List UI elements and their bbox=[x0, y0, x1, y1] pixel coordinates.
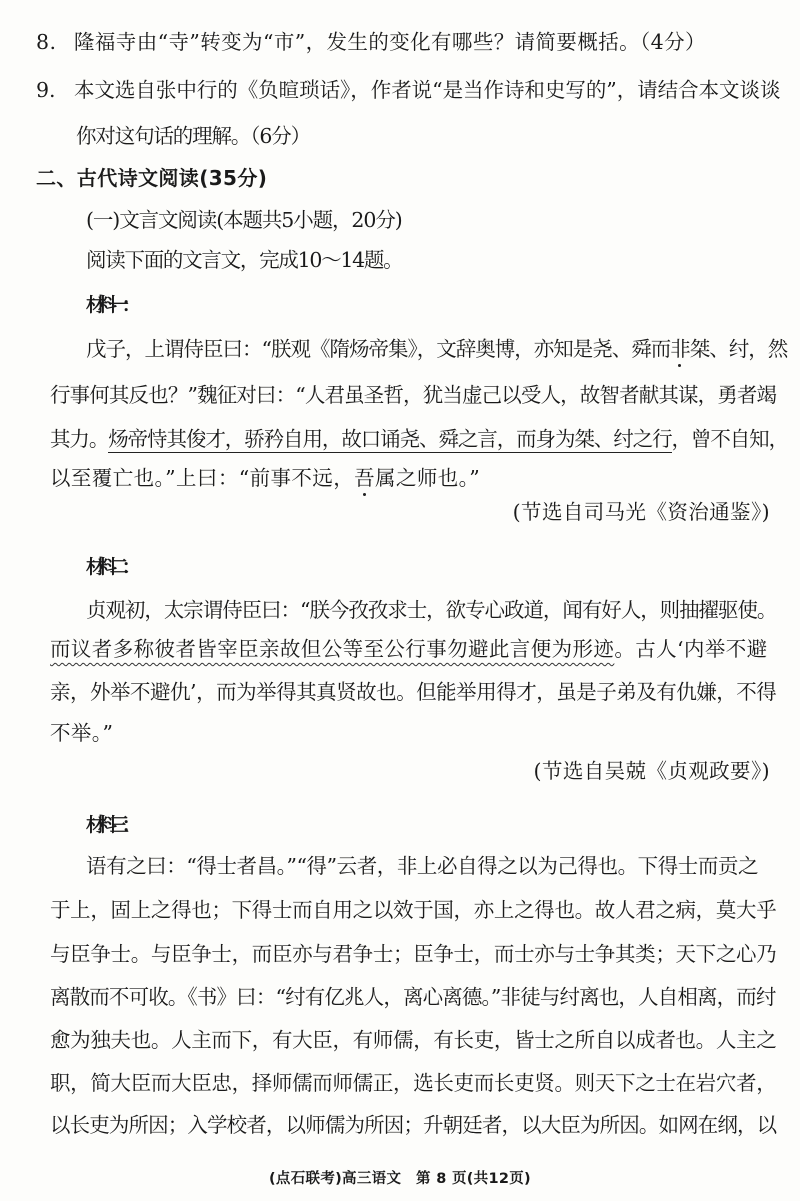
material-3-line: 以长吏为所因；入学校者，以师儒为所因；升朝廷者，以大臣为所因。如网在纲，以 bbox=[50, 1113, 777, 1137]
material-2-line: 不举。” bbox=[50, 721, 114, 745]
material-1-line: 其力。炀帝恃其俊才，骄矜自用，故口诵尧、舜之言，而身为桀、纣之行，曾不自知， bbox=[50, 427, 789, 451]
material-2-source: (节选自吴兢《贞观政要》) bbox=[533, 759, 770, 783]
question-number: 8. bbox=[36, 30, 57, 54]
material-1-source: (节选自司马光《资治通鉴》) bbox=[512, 500, 770, 524]
material-2-line: 贞观初，太宗谓侍臣曰：“朕今孜孜求士，欲专心政道，闻有好人，则抽擢驱使。 bbox=[86, 598, 777, 622]
material-1-line: 以至覆亡也。”上曰：“前事不远，吾属之师也。” bbox=[50, 466, 481, 490]
material-3-line: 愈为独夫也。人主而下，有大臣，有师儒，有长吏，皆士之所自以成者也。人主之 bbox=[50, 1028, 777, 1052]
underlined-sentence: 炀帝恃其俊才，骄矜自用，故口诵尧、舜之言，而身为桀、纣之行 bbox=[108, 427, 672, 451]
page-footer: (点石联考)高三语文 第 8 页(共12页) bbox=[269, 1171, 531, 1187]
emphasis-dot-char: 吾 bbox=[354, 466, 376, 490]
material-3-label: 材料三： bbox=[86, 814, 134, 836]
material-2-line: 而议者多称彼者皆宰臣亲故但公等至公行事勿避此言便为形迹。古人‘内举不避 bbox=[50, 637, 768, 661]
question-8 bbox=[36, 27, 756, 57]
question-text: 本文选自张中行的《负暄琐话》，作者说“是当作诗和史写的”，请结合本文谈谈 bbox=[74, 78, 781, 102]
subsection-heading: (一)文言文阅读(本题共5小题，20分) bbox=[86, 208, 402, 232]
question-text: 隆福寺由“寺”转变为“市”，发生的变化有哪些？请简要概括。（4分） bbox=[74, 30, 706, 54]
question-9 bbox=[36, 75, 781, 105]
question-number: 9. bbox=[36, 78, 56, 102]
material-1-line: 戊子，上谓侍臣曰：“朕观《隋炀帝集》，文辞奥博，亦知是尧、舜而非桀、纣，然 bbox=[86, 337, 788, 361]
material-3-line: 离散而不可收。《书》曰：“纣有亿兆人，离心离德。”非徒与纣离也，人自相离，而纣 bbox=[50, 985, 776, 1009]
emphasis-dot-char: 非 bbox=[670, 337, 690, 361]
material-3-line: 语有之曰：“得士者昌。”“得”云者，非上必自得之以为己得也。下得士而贡之 bbox=[86, 854, 759, 878]
reading-instruction: 阅读下面的文言文，完成10～14题。 bbox=[86, 248, 403, 272]
material-3-line: 与臣争士。与臣争士，而臣亦与君争士；臣争士，而士亦与士争其类；天下之心乃 bbox=[50, 942, 777, 966]
material-1-label: 材料一： bbox=[86, 294, 134, 316]
material-2-label: 材料二： bbox=[86, 556, 134, 578]
material-3-line: 于上，固上之得也；下得士而自用之以效于国，亦上之得也。故人君之病，莫大乎 bbox=[50, 898, 777, 922]
wavy-underlined-sentence: 而议者多称彼者皆宰臣亲故但公等至公行事勿避此言便为形迹 bbox=[50, 637, 615, 661]
material-2-line: 亲，外举不避仇’，而为举得其真贤故也。但能举用得才，虽是子弟及有仇嫌，不得 bbox=[50, 680, 777, 704]
material-1-line: 行事何其反也？”魏征对曰：“人君虽圣哲，犹当虚己以受人，故智者献其谋，勇者竭 bbox=[50, 383, 777, 407]
question-9-continued: 你对这句话的理解。（6分） bbox=[76, 124, 310, 148]
section-heading: 二、古代诗文阅读(35分) bbox=[36, 166, 268, 190]
material-3-line: 职，简大臣而大臣忠，择师儒而师儒正，选长吏而长吏贤。则天下之士在岩穴者， bbox=[50, 1071, 777, 1095]
